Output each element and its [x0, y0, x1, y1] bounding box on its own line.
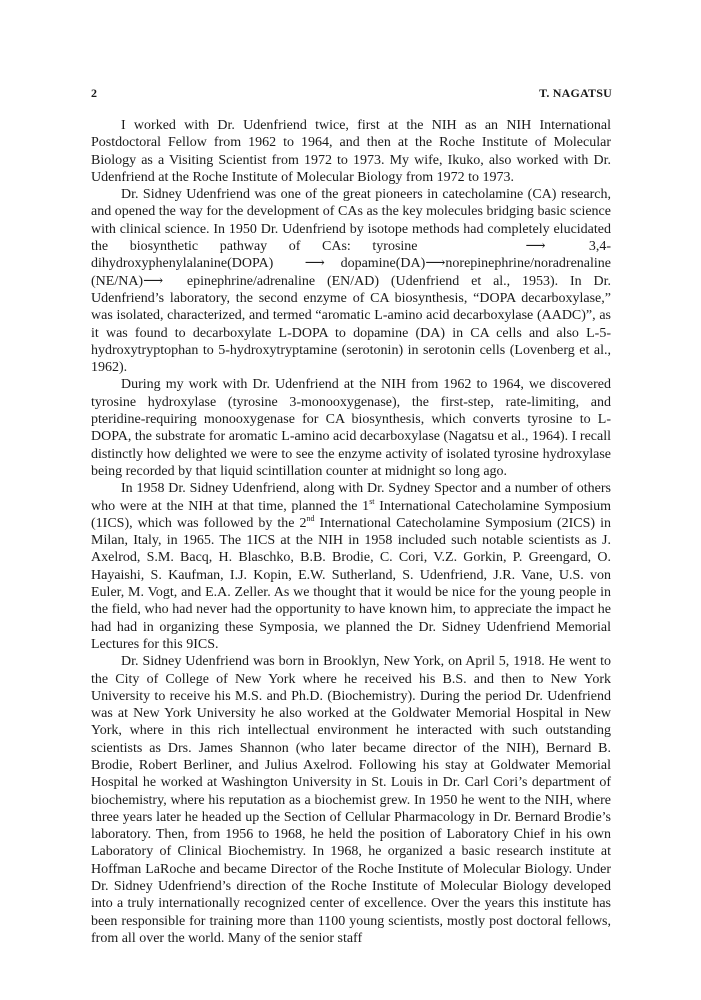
arrow-symbol: ⟶: [304, 256, 325, 272]
paragraph-text: 3,4-dihydroxyphenylalanine(DOPA): [91, 239, 611, 272]
arrow-symbol: ⟶: [143, 273, 164, 289]
paragraph: [91, 186, 611, 376]
paragraph-text: norepinephrine/noradrenaline (NE/NA): [91, 256, 611, 289]
superscript: nd: [306, 513, 315, 523]
paragraph: [91, 480, 611, 653]
paragraph: I worked with Dr. Udenfriend twice, first at the NIH as an NIH International Postdoctoral Fellow from 1962 to 1964, and then at the Roche Institute of Molecular Biology as a Visiting Scientist from 1972 to 1973. My wife, Ikuko, also worked with Dr. Udenfriend at the Roche Institute of Molecular Biology from 1972 to 1973.: [91, 118, 611, 185]
paragraph-text: In 1958 Dr. Sidney Udenfriend, along with Dr. Sydney Spector and a number of others who were at the NIH at that time, planned the 1: [91, 481, 611, 514]
arrow-symbol: ⟶: [525, 239, 546, 255]
paragraph: During my work with Dr. Udenfriend at the NIH from 1962 to 1964, we discovered tyrosine hydroxylase (tyrosine 3-monooxygenase), the first-step, rate-limiting, and pteridine-requiring monooxygenase for CA biosynthesis, which converts tyrosine to L-DOPA, the substrate for aromatic L-amino acid decarboxylase (Nagatsu et al., 1964). I recall distinctly how delighted we were to see the enzyme activity of isolated tyrosine hydroxylase being recorded by that liquid scintillation counter at midnight so long ago.: [91, 377, 611, 479]
paragraph-text: epinephrine/adrenaline (EN/AD) (Udenfriend et al., 1953). In Dr. Udenfriend’s laboratory, the second enzyme of CA biosynthesis, “DOPA decarboxylase,” was isolated, characterized, and termed “aromatic L-amino acid decarboxylase (AADC)”, as it was found to decarboxylate L-DOPA to dopamine (DA) in CA cells and also L-5-hydroxytryptophan to 5-hydroxytryptamine (serotonin) in serotonin cells (Lovenberg et al., 1962).: [91, 273, 612, 376]
running-head-author: T. NAGATSU: [539, 86, 612, 100]
superscript: st: [369, 496, 375, 506]
page-number: 2: [91, 86, 97, 100]
paragraph-text: International Catecholamine Symposium (2ICS) in Milan, Italy, in 1965. The 1ICS at the NIH in 1958 included such notable scientists as J. Axelrod, S.M. Bacq, H. Blaschko, B.B. Brodie, C. Cori, V.Z. Gorkin, P. Greengard, O. Hayaishi, S. Kaufman, I.J. Kopin, E.W. Sutherland, S. Udenfriend, J.R. Vane, U.S. von Euler, M. Vogt, and E.A. Zeller. As we thought that it would be nice for the young people in the field, who had never had the opportunity to have known him, to appreciate the impact he had had in organizing these Symposia, we planned the Dr. Sidney Udenfriend Memorial Lectures for this 9ICS.: [91, 515, 611, 652]
paragraph-text: Dr. Sidney Udenfriend was one of the great pioneers in catecholamine (CA) research, and opened the way for the development of CAs as the key molecules bridging basic science with clinical science. In 1950 Dr. Udenfriend by isotope methods had completely elucidated the biosynthetic pathway of CAs: tyrosine: [91, 187, 611, 255]
page-header: [91, 86, 612, 102]
body-text: [91, 117, 611, 947]
paragraph-text: dopamine(DA): [340, 256, 426, 272]
paragraph: Dr. Sidney Udenfriend was born in Brooklyn, New York, on April 5, 1918. He went to the City of College of New York where he received his B.S. and then to New York University to receive his M.S. and Ph.D. (Biochemistry). During the period Dr. Udenfriend was at New York University he also worked at the Goldwater Memorial Hospital in New York, where in this rich intellectual environment he interacted with such outstanding scientists as Drs. James Shannon (who later became director of the NIH), Bernard B. Brodie, Robert Berliner, and Julius Axelrod. Following his stay at Goldwater Memorial Hospital he worked at Washington University in St. Louis in Dr. Carl Cori’s department of biochemistry, where his reputation as a biochemist grew. In 1950 he went to the NIH, where three years later he headed up the Section of Cellular Pharmacology in Dr. Bernard Brodie’s laboratory. Then, from 1956 to 1968, he held the position of Laboratory Chief in his own Laboratory of Clinical Biochemistry. In 1968, he organized a basic research institute at Hoffman LaRoche and became Director of the Roche Institute of Molecular Biology. Under Dr. Sidney Udenfriend’s direction of the Roche Institute of Molecular Biology developed into a truly internationally recognized center of excellence. Over the years this institute has been responsible for training more than 1100 young scientists, mostly post doctoral fellows, from all over the world. Many of the senior staff: [91, 654, 611, 946]
paragraph-text: International Catecholamine Symposium (1ICS), which was followed by the 2: [91, 498, 611, 531]
arrow-symbol: ⟶: [425, 256, 446, 272]
